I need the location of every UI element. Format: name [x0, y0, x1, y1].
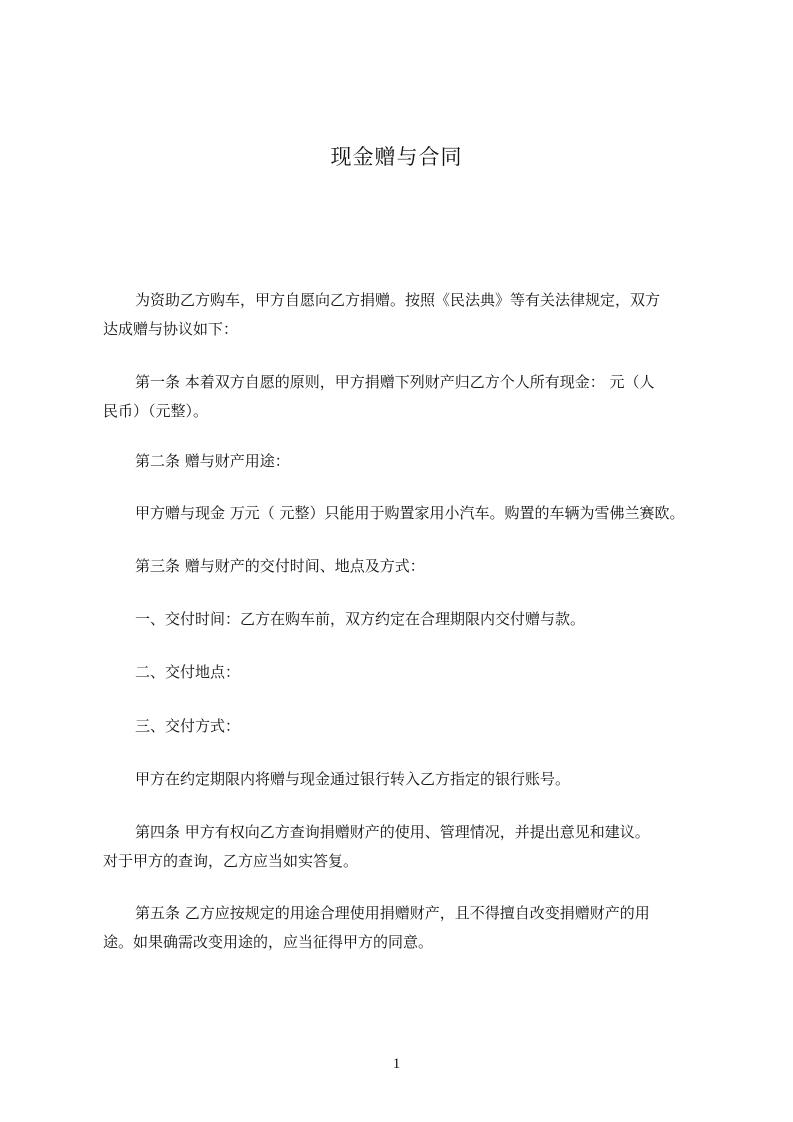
paragraph-line: 甲方赠与现金 万元（ 元整）只能用于购置家用小汽车。购置的车辆为雪佛兰赛欧。: [135, 504, 685, 522]
paragraph-delivery-method-detail: [103, 765, 703, 794]
paragraph-line: 第三条 赠与财产的交付时间、地点及方式：: [135, 557, 425, 575]
paragraph-delivery-time: [103, 605, 703, 634]
paragraph-preamble: [103, 286, 703, 344]
paragraph-article-1: [103, 368, 703, 426]
paragraph-line: 一、交付时间：乙方在购车前，双方约定在合理期限内交付赠与款。: [135, 610, 586, 628]
paragraph-article-4: [103, 818, 703, 876]
paragraph-article-3: [103, 552, 703, 581]
paragraph-line: 达成赠与协议如下：: [103, 320, 239, 338]
paragraph-article-5: [103, 899, 703, 957]
paragraph-line: 途。如果确需改变用途的，应当征得甲方的同意。: [103, 933, 434, 951]
paragraph-line: 第四条 甲方有权向乙方查询捐赠财产的使用、管理情况，并提出意见和建议。: [135, 823, 650, 841]
paragraph-article-2-detail: [103, 499, 703, 528]
paragraph-line: 第一条 本着双方自愿的原则，甲方捐赠下列财产归乙方个人所有现金： 元（人: [135, 373, 655, 391]
paragraph-line: 第二条 赠与财产用途：: [135, 452, 290, 470]
document-title: 现金赠与合同: [330, 145, 463, 169]
paragraph-line: 三、交付方式：: [135, 717, 241, 735]
paragraph-delivery-method: [103, 712, 703, 741]
paragraph-line: 二、交付地点：: [135, 663, 241, 681]
paragraph-delivery-place: [103, 658, 703, 687]
paragraph-line: 对于甲方的查询，乙方应当如实答复。: [103, 852, 359, 870]
paragraph-line: 为资助乙方购车，甲方自愿向乙方捐赠。按照《民法典》等有关法律规定，双方: [135, 291, 661, 309]
paragraph-line: 第五条 乙方应按规定的用途合理使用捐赠财产，且不得擅自改变捐赠财产的用: [135, 904, 650, 922]
paragraph-article-2: [103, 447, 703, 476]
paragraph-line: 甲方在约定期限内将赠与现金通过银行转入乙方指定的银行账号。: [135, 770, 571, 788]
page-number: 1: [392, 1056, 401, 1072]
paragraph-line: 民币）（元整）。: [103, 402, 209, 420]
